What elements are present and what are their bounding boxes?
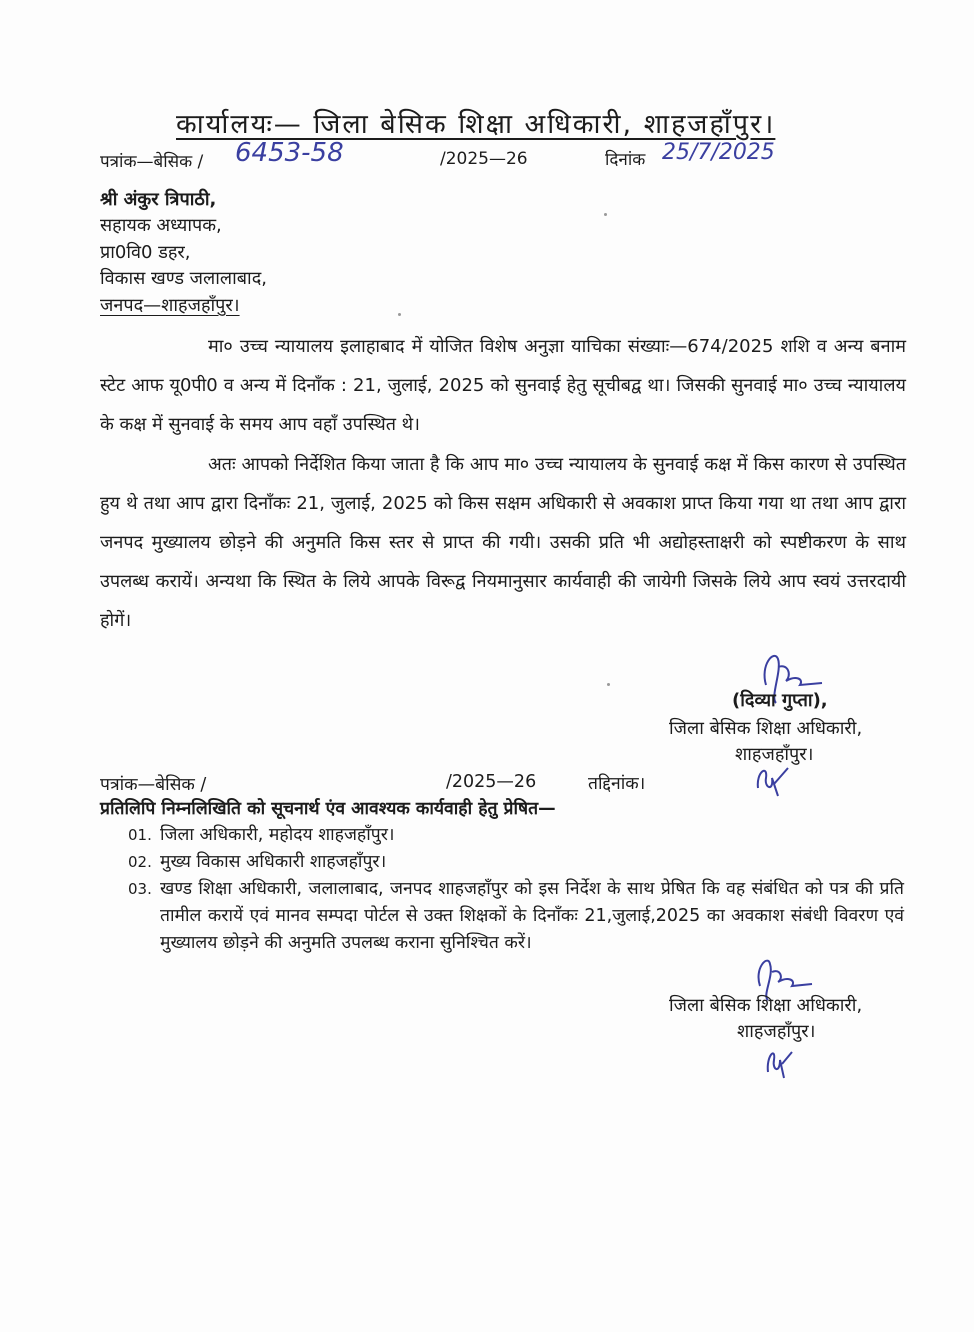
list-item: [128, 876, 904, 957]
addressee-school: प्रा0वि0 डहर,: [100, 242, 191, 263]
list-item-text: मुख्य विकास अधिकारी शाहजहाँपुर।: [160, 852, 387, 872]
signatory-designation: जिला बेसिक शिक्षा अधिकारी,: [669, 718, 863, 739]
body-paragraph-2: [100, 445, 906, 640]
copy-heading: प्रतिलिपि निम्नलिखिति को सूचनार्थ एंव आवश्यक कार्यवाही हेतु प्रेषित—: [100, 799, 556, 819]
addressee-designation: सहायक अध्यापक,: [100, 215, 222, 236]
paper-speck: [398, 313, 401, 316]
body-paragraph-2-text: अतः आपको निर्देशित किया जाता है कि आप मा० उच्च न्यायालय के सुनवाई कक्ष में किस कारण से उपस्थित हुय थे तथा आप द्वारा दिनाँकः 21, जुलाई, 2025 को किस सक्षम अधिकारी से अवकाश प्राप्त किया गया था तथा आप द्वारा जनपद मुख्यालय छोड़ने की अनुमति किस स्तर से प्राप्त की गयी। उसकी प्रति भी अद्योहस्ताक्षरी को स्पष्टीकरण के साथ उपलब्ध करायें। अन्यथा कि स्थित के लिये आपके विरूद्व नियमानुसार कार्यवाही की जायेगी जिसके लिये आप स्वयं उत्तरदायी होगें।: [100, 454, 906, 631]
copy-session: /2025—26: [446, 772, 537, 792]
list-item-number: 03.: [128, 880, 152, 898]
paper-speck: [604, 213, 607, 216]
list-item-text: जिला अधिकारी, महोदय शाहजहाँपुर।: [160, 825, 395, 845]
list-item-number: 02.: [128, 853, 152, 871]
list-item-text: खण्ड शिक्षा अधिकारी, जलालाबाद, जनपद शाहजहाँपुर को इस निर्देश के साथ प्रेषित कि वह संबंधित को पत्र की प्रति तामील करायें एवं मानव सम्पदा पोर्टल से उक्त शिक्षकों के दिनाँकः 21,जुलाई,2025 का अवकाश संबंधी विवरण एवं मुख्यालय छोड़ने की अनुमति उपलब्ध कराना सुनिश्चित करें।: [160, 879, 904, 953]
signatory-place: शाहजहाँपुर।: [735, 744, 814, 765]
body-paragraph-1-text: मा० उच्च न्यायालय इलाहाबाद में योजित विशेष अनुज्ञा याचिका संख्याः—674/2025 शशि व अन्य बनाम स्टेट आफ यू0पी0 व अन्य में दिनाँक : 21, जुलाई, 2025 को सुनवाई हेतु सूचीबद्व था। जिसकी सुनवाई मा० उच्च न्यायालय के कक्ष में सुनवाई के समय आप वहाँ उपस्थित थे।: [100, 336, 906, 435]
office-title: कार्यालयः— जिला बेसिक शिक्षा अधिकारी, शाहजहाँपुर।: [176, 109, 776, 140]
body-paragraph-1: [100, 327, 906, 444]
list-item: [128, 849, 904, 876]
date-handwritten: 25/7/2025: [662, 140, 775, 165]
copy-list: [128, 822, 904, 957]
signatory2-designation: जिला बेसिक शिक्षा अधिकारी,: [669, 995, 863, 1016]
paper-speck: [607, 683, 610, 686]
list-item: [128, 822, 904, 849]
initials-mark: [762, 1038, 794, 1080]
patrank-handwritten: 6453-58: [235, 138, 344, 168]
addressee-name: श्री अंकुर त्रिपाठी,: [100, 189, 217, 210]
addressee-district: जनपद—शाहजहाँपुर।: [100, 295, 240, 316]
patrank-label: पत्रांक—बेसिक /: [100, 152, 204, 172]
signatory-name: (दिव्या गुप्ता),: [732, 690, 828, 711]
copy-date-label: तद्दिनांक।: [588, 774, 646, 794]
initials-mark: [752, 758, 792, 800]
patrank-session: /2025—26: [440, 149, 528, 169]
list-item-number: 01.: [128, 826, 152, 844]
copy-patrank-label: पत्रांक—बेसिक /: [100, 775, 207, 795]
date-label: दिनांक: [605, 150, 646, 170]
signatory2-place: शाहजहाँपुर।: [737, 1021, 816, 1042]
addressee-block: विकास खण्ड जलालाबाद,: [100, 268, 267, 289]
